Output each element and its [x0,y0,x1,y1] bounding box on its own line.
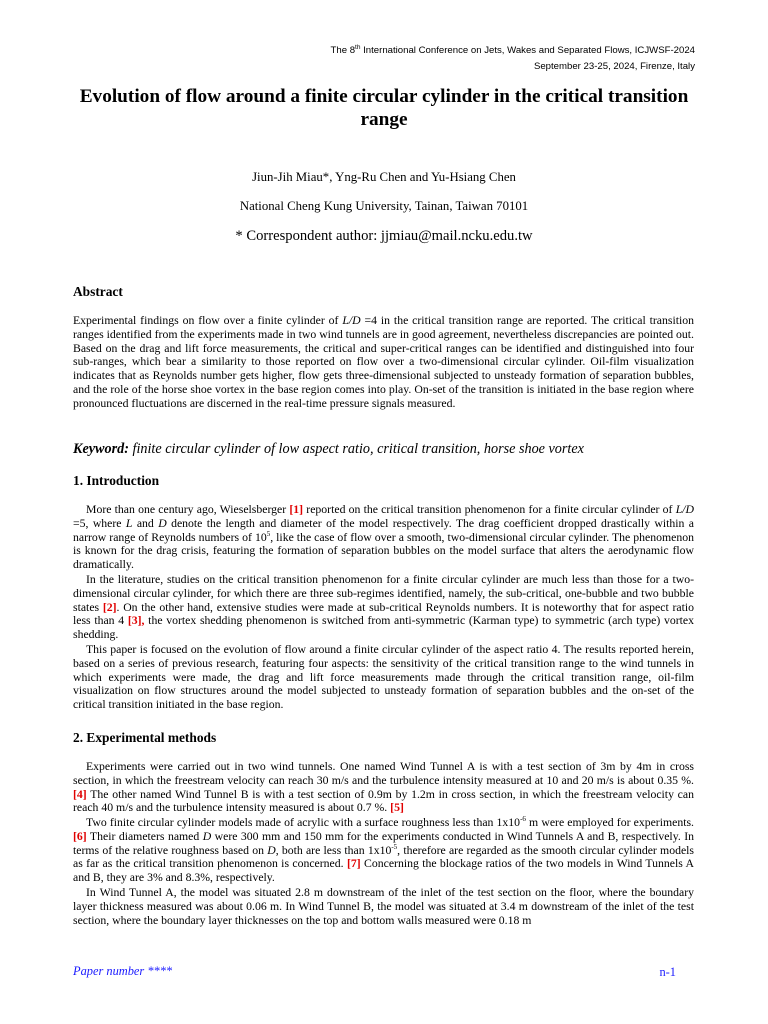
text-run: The other named Wind Tunnel B is with a test section of 0.9m by 1.2m in cross section, in which the freestream velocity can reach 40 m/s and the turbulence intensity measured is about 0.7 %. [73,787,694,815]
text-run: More than one century ago, Wieselsberger [86,503,290,516]
keyword-label: Keyword: [73,441,129,457]
abstract-paragraph [73,314,694,411]
text-run: and [132,516,159,530]
paper-number: Paper number **** [73,964,173,978]
affiliation: National Cheng Kung University, Tainan, Taiwan 70101 [239,199,529,213]
superscript: -5 [391,842,398,851]
text-run: In the literature, studies on the critical transition phenomenon for a finite circular cylinder are much less than those for a two-dimensional circular cylinder, for which there are three sub-regimes identified, namely, the sub-critical, one-bubble and two bubble states [73,573,694,614]
italic-term: L/D [342,314,361,327]
italic-term: D [202,829,212,843]
citation-ref: [5] [390,801,404,815]
text-run: , like the case of flow over a smooth, two-dimensional circular cylinder. The phenomenon is known for the drag crisis, featuring the formation of separation bubbles on the model surface that alters the aerodynamic flow dramatically. [73,530,694,572]
abstract-heading: Abstract [73,284,123,299]
text-run: , both are less than 1x10 [275,843,392,857]
superscript: -6 [520,815,526,824]
text-run: were 300 mm and 150 mm for the experiments conducted in Wind Tunnels A and B, respectively. In terms of the relative roughness based on [73,829,694,857]
text-run: Two finite circular cylinder models made of acrylic with a surface roughness less than 1x10 [86,816,521,829]
text-run: =4 in the critical transition range are reported. The critical transition ranges identified from the experiments made in two wind tunnels are in good agreement, nevertheless discrepancies are pointed out. Based on the drag and lift force measurements, the critical and super-critical ranges can be identified and distinguished into four sub-ranges, which bear a similarity to those reported on flow over a two-dimensional circular cylinder. Oil-film visualization indicates that as Reynolds number gets higher, flow gets three-dimensional subjected to unsteady formation of separation bubbles, and the role of the horse shoe vortex in the base region comes into play. On-set of the transition is initiated in the base region where pronounced fluctuations are discerned in the real-time pressure signals measured. [73,314,694,410]
page-number: n-1 [659,965,676,979]
italic-term: L/D [675,503,694,516]
text-run: Experimental findings on flow over a finite cylinder of [73,314,343,327]
conference-suffix: International Conference on Jets, Wakes and Separated Flows, ICJWSF-2024 [360,45,695,56]
italic-term: L [125,516,133,530]
conference-prefix: The 8 [330,45,356,56]
methods-paragraph-1 [73,760,694,815]
citation-ref: [7] [346,857,361,871]
text-run: Their diameters named [86,829,203,843]
text-run: In Wind Tunnel A, the model was situated 2.8 m downstream of the inlet of the test section on the floor, where the boundary layer thickness measured was about 0.06 m. In Wind Tunnel B, the model was situated at 3.4 m downstream of the inlet of the test section, where the boundary layer thicknesses on the top and bottom walls measured were 0.18 m [73,886,694,927]
italic-term: D [158,516,167,530]
paper-title: Evolution of flow around a finite circular cylinder in the critical transition range [79,86,689,130]
italic-term: D [267,843,276,857]
keyword-text: finite circular cylinder of low aspect ratio, critical transition, horse shoe vortex [128,441,584,457]
superscript: 5 [266,529,271,538]
text-run: the vortex shedding phenomenon is switched from anti-symmetric (Karman type) to symmetric (arch type) vortex shedding. [73,614,695,642]
intro-paragraph-1 [73,503,694,572]
introduction-heading: 1. Introduction [73,473,160,488]
citation-ref: [1] [289,503,304,516]
text-run: Experiments were carried out in two wind tunnels. One named Wind Tunnel A is with a test section of 3m by 4m in cross section, in which the freestream velocity can reach 30 m/s and the turbulence intensity measured at 10 and 20 m/s is about 0.35 %. [73,760,694,787]
citation-ref: [2] [102,600,117,614]
citation-ref: [6] [73,829,87,843]
methods-paragraph-3 [73,886,694,927]
text-run: m were employed for experiments. [525,816,694,829]
methods-heading: 2. Experimental methods [73,730,217,745]
citation-ref: [3], [127,614,145,628]
conference-header [331,43,696,75]
text-run: , therefore are regarded as the smooth circular cylinder models as far as the critical transition phenomenon is concerned. [73,843,694,871]
text-run: reported on the critical transition phenomenon for a finite circular cylinder of [303,503,676,516]
intro-paragraph-2 [73,573,694,642]
authors: Jiun-Jih Miau*, Yng-Ru Chen and Yu-Hsiang Chen [252,170,516,184]
intro-paragraph-3 [73,643,694,712]
text-run: denote the length and diameter of the model respectively. The drag coefficient dropped drastically within a narrow range of Reynolds numbers of 10 [73,516,694,544]
text-run: Concerning the blockage ratios of the two models in Wind Tunnels A and B, they are 3% and 8.3%, respectively. [73,857,694,885]
correspondent-author: * Correspondent author: jjmiau@mail.ncku.edu.tw [235,228,533,244]
methods-paragraph-2 [73,816,694,885]
conference-line [331,43,696,59]
text-run: This paper is focused on the evolution of flow around a finite circular cylinder of the aspect ratio 4. The results reported herein, based on a series of previous research, featuring four aspects: the sensitivity of the critical transition range to the wind tunnels in which experiments were made, the drag and lift force measurements made through the critical transition range, oil-film visualization on flow structures around the model subjected to unsteady formation of separation bubbles and the on-set of the critical transition initiated in the base region. [73,643,694,712]
conference-ordinal: th [355,43,361,51]
text-run: . On the other hand, extensive studies were made at sub-critical Reynolds numbers. It is noteworthy that for aspect ratio less than 4 [73,600,694,628]
text-run: =5, where [73,516,126,530]
keywords [73,441,694,458]
conference-dates: September 23-25, 2024, Firenze, Italy [533,61,695,72]
citation-ref: [4] [73,787,87,801]
